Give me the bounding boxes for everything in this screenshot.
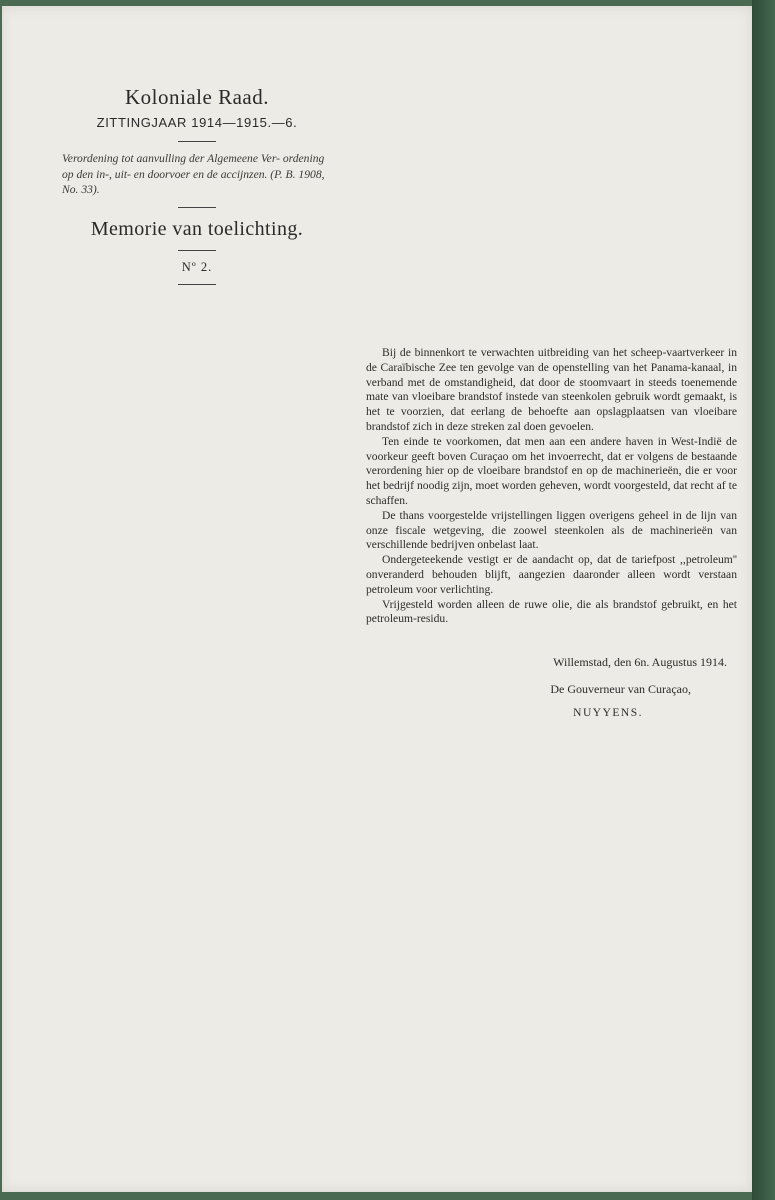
divider-rule	[178, 284, 216, 285]
signatory-title: De Gouverneur van Curaçao,	[550, 682, 691, 696]
session-year: ZITTINGJAAR 1914—1915.—6.	[96, 115, 298, 130]
divider-rule	[178, 207, 216, 208]
signatory-name: NUYYENS.	[573, 707, 643, 719]
place-date: Willemstad, den 6n. Augustus 1914.	[553, 655, 727, 669]
paragraph: Ten einde te voorkomen, dat men aan een andere haven in West-Indië de voorkeur geeft boven Curaçao om het invoerrecht, dat er volgens de bestaande verordening hier op de vloeibare brandstof en op de machinerieën, die er voor het bedrijf noodig zijn, moet worden geheven, wordt voorgesteld, dat recht af te schaffen.	[366, 434, 737, 507]
document-number: Nº 2.	[181, 259, 213, 274]
paragraph: Vrijgesteld worden alleen de ruwe olie, die als brandstof gebruikt, en het petroleum-residu.	[366, 597, 737, 626]
paragraph: Ondergeteekende vestigt er de aandacht op, dat de tariefpost ,,petroleum'' onveranderd behouden blijft, aangezien daaronder alleen wordt verstaan petroleum voor verlichting.	[366, 553, 737, 596]
document-header	[52, 84, 342, 294]
paragraph: Bij de binnenkort te verwachten uitbreiding van het scheep-vaartverkeer in de Caraïbische Zee ten gevolge van de openstelling van het Panama-kanaal, in verband met de omstandigheid, dat door de stoomvaart in steeds toenemende mate van vloeibare brandstof instede van steenkolen gebruik wordt gemaakt, is het te voorzien, dat eerlang de behoefte aan opslagplaatsen van vloeibare brandstof zich in deze streken zal doen gevoelen.	[366, 346, 737, 433]
divider-rule	[178, 141, 216, 142]
paragraph: De thans voorgestelde vrijstellingen liggen overigens geheel in de lijn van onze fiscale wetgeving, die zoowel steenkolen als de machinerieën van verschillende bedrijven onbelast laat.	[366, 508, 737, 552]
explanatory-text	[366, 346, 737, 627]
council-name: Koloniale Raad.	[125, 85, 269, 109]
scan-right-edge	[752, 0, 775, 1200]
document-title: Memorie van toelichting.	[90, 217, 304, 240]
divider-rule	[178, 250, 216, 251]
ordinance-subject: Verordening tot aanvulling der Algemeene Ver- ordening op den in-, uit- en doorvoer en de accijnzen. (P. B. 1908, No. 33).	[62, 152, 325, 196]
